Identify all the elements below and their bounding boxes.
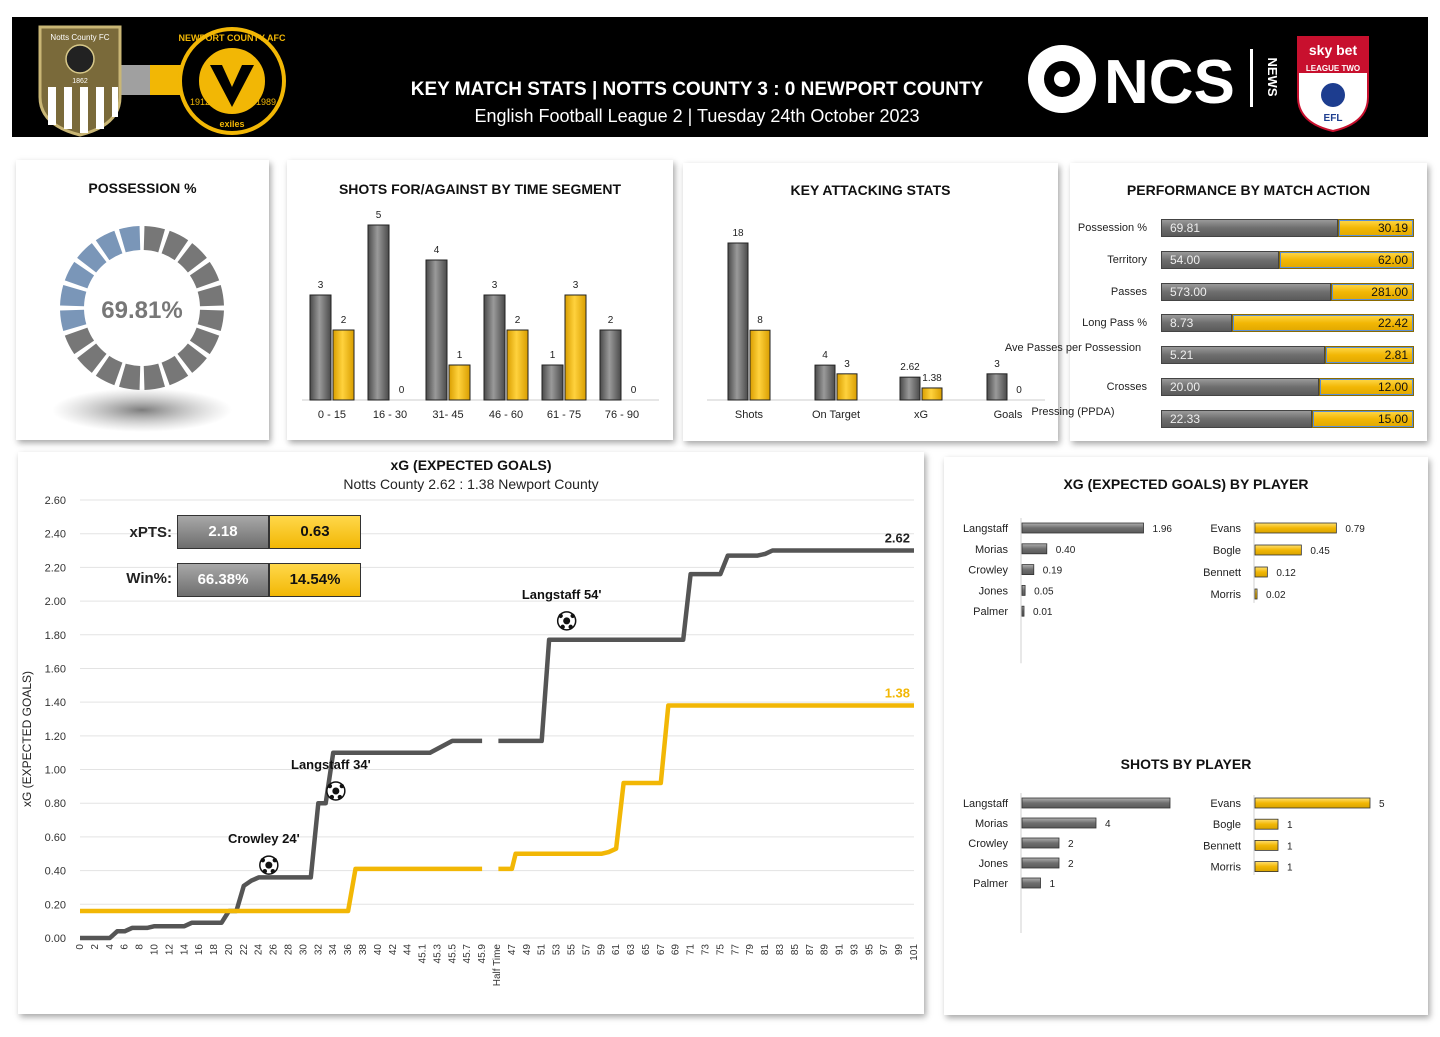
x-tick-label: 45.9 (477, 944, 489, 964)
efl-text: EFL (1323, 113, 1343, 124)
performance-away-value: 281.00 (1371, 284, 1408, 299)
goal-annotation: Langstaff 34' (291, 757, 371, 773)
x-tick-label: 18 (209, 944, 221, 956)
player-bar-home (1022, 798, 1170, 808)
x-tick-label: Half Time (492, 944, 503, 987)
player-value-home: 2 (1068, 859, 1074, 870)
y-tick-label: 1.40 (44, 697, 66, 710)
x-tick-label: 47 (506, 944, 518, 956)
efl-ball-icon (1321, 83, 1345, 107)
category-label: Goals (993, 409, 1023, 421)
bar-value-label: 2.62 (900, 362, 920, 374)
x-tick-label: 91 (834, 944, 846, 956)
x-tick-label: 42 (387, 944, 399, 956)
player-name-home: Morias (974, 543, 1008, 556)
possession-segment (60, 285, 86, 306)
y-tick-label: 1.20 (44, 730, 66, 743)
xg-by-player-title: XG (EXPECTED GOALS) BY PLAYER (1063, 476, 1309, 492)
performance-home-value: 8.73 (1170, 316, 1194, 331)
skybet-text: sky bet (1308, 42, 1358, 58)
player-value-home: 0.05 (1034, 586, 1054, 598)
player-bar-away (1255, 840, 1278, 850)
x-tick-label: 65 (640, 944, 652, 956)
x-tick-label: 45.3 (432, 944, 444, 964)
player-name-away: Bennett (1203, 567, 1241, 579)
performance-away-value: 22.42 (1377, 316, 1408, 331)
x-tick-label: 71 (685, 944, 697, 956)
ncs-news-logo (1028, 45, 1280, 117)
away-badge-text: NEWPORT COUNTY AFC (178, 33, 286, 43)
x-tick-label: 95 (864, 944, 876, 956)
xpts-label: xPTS: (129, 524, 172, 541)
bar-value-label: 5 (375, 210, 382, 221)
player-value-home: 0.40 (1055, 544, 1076, 556)
shots-segment-title: SHOTS FOR/AGAINST BY TIME SEGMENT (338, 181, 622, 197)
football-icon (558, 612, 576, 630)
x-tick-label: 61 (611, 944, 623, 956)
performance-row-label: Territory (1107, 253, 1147, 266)
player-value-away: 0.45 (1310, 546, 1330, 557)
performance-away-value: 62.00 (1377, 252, 1408, 267)
player-name-home: Palmer (973, 878, 1008, 890)
x-tick-label: 45.5 (447, 944, 459, 964)
x-tick-label: 12 (164, 944, 176, 956)
y-tick-label: 1.00 (44, 764, 66, 777)
category-label: xG (913, 409, 929, 421)
bar-home (900, 377, 920, 400)
x-tick-label: 69 (670, 944, 682, 956)
possession-donut (16, 160, 269, 440)
possession-segment (144, 226, 165, 252)
notts-county-badge (40, 27, 120, 135)
performance-row-label: Long Pass % (1082, 317, 1147, 330)
skybet-league-two-logo (1298, 37, 1368, 131)
player-name-away: Bogle (1212, 819, 1241, 832)
x-tick-label: 59 (596, 944, 608, 956)
y-tick-label: 2.40 (44, 528, 66, 541)
xg-timeline-panel (18, 452, 924, 1014)
x-tick-label: 63 (626, 944, 638, 956)
x-tick-label: 30 (298, 944, 310, 956)
player-bar-away (1255, 819, 1278, 829)
y-tick-label: 1.80 (44, 629, 66, 642)
bar-value-label: 3 (994, 358, 1000, 370)
x-tick-label: 101 (909, 944, 920, 961)
player-bar-home (1022, 858, 1059, 868)
y-tick-label: 2.60 (44, 495, 66, 507)
performance-home-value: 20.00 (1170, 380, 1201, 394)
performance-row-label: Possession % (1077, 222, 1147, 234)
performance-away-value: 30.19 (1377, 221, 1408, 235)
bar-value-label: 18 (732, 228, 744, 239)
player-value-away: 1 (1287, 862, 1293, 874)
x-tick-label: 57 (581, 944, 593, 956)
x-tick-label: 36 (343, 944, 355, 956)
player-value-away: 1 (1287, 820, 1293, 832)
performance-home-value: 54.00 (1170, 252, 1201, 267)
x-tick-label: 0 (75, 944, 86, 950)
player-name-away: Evans (1210, 798, 1241, 810)
y-tick-label: 2.00 (44, 596, 66, 609)
x-tick-label: 67 (655, 944, 667, 956)
away-badge-year-1: 1912 (190, 97, 211, 107)
player-value-home: 0.19 (1042, 565, 1063, 577)
bar-value-label: 1 (456, 350, 463, 361)
xg-timeline-title: xG (EXPECTED GOALS) (390, 457, 552, 473)
category-label: 46 - 60 (488, 409, 524, 421)
x-tick-label: 51 (536, 944, 548, 956)
possession-segment (119, 364, 140, 390)
player-bar-home (1022, 878, 1041, 888)
header-title: KEY MATCH STATS | NOTTS COUNTY 3 : 0 NEWPORT COUNTY (410, 79, 984, 100)
x-tick-label: 49 (521, 944, 533, 956)
x-tick-label: 83 (774, 944, 786, 956)
football-icon (260, 856, 278, 874)
category-label: 61 - 75 (546, 409, 582, 421)
bar-value-label: 8 (757, 315, 763, 327)
bar-value-label: 0 (1016, 385, 1022, 396)
y-tick-label: 0.40 (44, 865, 66, 878)
possession-panel (16, 160, 269, 440)
xg-final-label: 2.62 (884, 530, 910, 546)
player-value-away: 1 (1287, 841, 1293, 853)
performance-home-value: 69.81 (1170, 221, 1201, 235)
x-tick-label: 20 (223, 944, 235, 956)
category-label: 16 - 30 (372, 409, 408, 421)
player-bar-home (1022, 565, 1034, 575)
possession-segment (60, 310, 86, 331)
player-bar-home (1022, 544, 1047, 554)
bar-home (600, 330, 621, 400)
bar-home (310, 295, 331, 400)
x-tick-label: 87 (804, 944, 816, 956)
possession-title: POSSESSION % (88, 180, 197, 196)
performance-row-label: Pressing (PPDA) (1031, 405, 1115, 418)
y-tick-label: 2.20 (44, 562, 66, 575)
x-tick-label: 75 (715, 944, 727, 956)
attacking-chart (683, 163, 1058, 441)
player-bar-away (1255, 567, 1267, 577)
player-name-away: Evans (1210, 523, 1241, 535)
xg-line-home (498, 551, 914, 741)
x-tick-label: 8 (134, 944, 146, 950)
bar-away (837, 374, 857, 400)
bar-value-label: 0 (398, 385, 405, 396)
player-value-away: 5 (1379, 799, 1385, 810)
x-tick-label: 40 (372, 944, 384, 956)
performance-away-value: 12.00 (1377, 380, 1408, 394)
y-tick-label: 0.20 (44, 899, 66, 912)
possession-segment (198, 285, 224, 306)
x-tick-label: 10 (149, 944, 161, 956)
player-value-home: 2 (1068, 839, 1074, 850)
xpts-away-box: 0.63 (269, 515, 361, 549)
away-badge-year-2: 1989 (256, 97, 277, 107)
x-tick-label: 34 (328, 944, 340, 956)
category-label: 76 - 90 (604, 409, 640, 421)
performance-row-label: Ave Passes per Possession (1004, 342, 1142, 355)
performance-away-value: 15.00 (1377, 411, 1408, 426)
bar-value-label: 3 (572, 280, 579, 291)
bar-value-label: 3 (317, 280, 324, 291)
x-tick-label: 24 (253, 944, 265, 956)
x-tick-label: 2 (89, 944, 101, 950)
goal-annotation: Langstaff 54' (521, 586, 602, 602)
x-tick-label: 99 (894, 944, 906, 956)
player-name-home: Langstaff (962, 798, 1008, 810)
category-label: On Target (811, 409, 861, 421)
bar-value-label: 0 (630, 385, 637, 396)
bar-value-label: 4 (433, 245, 440, 256)
y-tick-label: 0.80 (44, 798, 66, 811)
player-bar-away (1255, 589, 1257, 599)
player-bar-home (1022, 585, 1025, 595)
x-tick-label: 79 (745, 944, 757, 956)
possession-segment (198, 310, 224, 331)
x-tick-label: 81 (760, 944, 772, 956)
category-label: 0 - 15 (317, 409, 347, 421)
ncs-brand-text: NCS (1104, 48, 1235, 117)
bar-home (728, 243, 748, 400)
x-tick-label: 32 (313, 944, 325, 956)
player-name-home: Crowley (968, 564, 1008, 577)
win-away-box: 14.54% (269, 563, 361, 597)
bar-home (368, 225, 389, 400)
player-bar-away (1255, 798, 1370, 808)
newport-county-badge (179, 29, 286, 133)
bar-away (449, 365, 470, 400)
header-banner (12, 17, 1428, 137)
xg-line-away (498, 706, 914, 869)
x-tick-label: 93 (849, 944, 861, 956)
home-badge-text: Notts County FC (50, 33, 110, 42)
bar-away (750, 330, 770, 400)
x-tick-label: 4 (104, 944, 116, 950)
bar-home (542, 365, 563, 400)
player-bar-home (1022, 523, 1144, 533)
player-bar-home (1022, 838, 1059, 848)
bar-away (922, 388, 942, 400)
shots-segment-panel (287, 160, 673, 440)
player-value-away: 0.12 (1276, 568, 1296, 579)
player-value-home: 1.96 (1152, 524, 1172, 535)
x-tick-label: 26 (268, 944, 280, 956)
bar-value-label: 1 (549, 350, 556, 361)
x-tick-label: 14 (179, 944, 191, 956)
performance-home-value: 573.00 (1170, 284, 1207, 299)
x-tick-label: 77 (730, 944, 742, 956)
player-value-away: 0.79 (1345, 524, 1365, 535)
possession-value: 69.81% (101, 297, 183, 324)
bar-value-label: 2 (340, 315, 347, 326)
x-tick-label: 89 (819, 944, 831, 956)
category-label: Shots (734, 409, 764, 421)
possession-segment (119, 226, 140, 252)
player-bar-home (1022, 606, 1024, 616)
football-icon (327, 782, 345, 800)
performance-away-value: 2.81 (1384, 348, 1408, 363)
win-label: Win%: (126, 570, 172, 587)
y-tick-label: 1.60 (44, 663, 66, 676)
bar-home (815, 365, 835, 400)
bar-value-label: 1.38 (922, 372, 942, 384)
player-name-home: Palmer (973, 606, 1008, 619)
performance-row-label: Crosses (1106, 381, 1147, 393)
league-two-text: LEAGUE TWO (1305, 64, 1361, 73)
bar-value-label: 3 (491, 280, 498, 291)
xpts-home-box: 2.18 (177, 515, 269, 549)
bar-value-label: 2 (514, 315, 521, 326)
xg-timeline-subtitle: Notts County 2.62 : 1.38 Newport County (343, 476, 599, 492)
y-tick-label: 0.00 (44, 933, 66, 945)
attacking-panel (683, 163, 1058, 441)
category-label: 31- 45 (432, 409, 464, 421)
bar-home (484, 295, 505, 400)
x-tick-label: 28 (283, 944, 295, 956)
performance-row-label: Passes (1110, 285, 1147, 298)
x-tick-label: 16 (194, 944, 206, 956)
performance-title: PERFORMANCE BY MATCH ACTION (1126, 182, 1371, 198)
bar-value-label: 3 (844, 358, 850, 370)
player-name-home: Jones (978, 858, 1008, 870)
bar-value-label: 4 (822, 350, 828, 362)
bar-away (565, 295, 586, 400)
player-name-home: Crowley (968, 838, 1008, 850)
y-tick-label: 0.60 (44, 831, 66, 844)
x-tick-label: 53 (551, 944, 563, 956)
performance-home-value: 5.21 (1170, 348, 1194, 363)
attacking-title: KEY ATTACKING STATS (790, 182, 951, 198)
bar-away (507, 330, 528, 400)
player-value-home: 4 (1105, 819, 1111, 830)
header-subtitle: English Football League 2 | Tuesday 24th October 2023 (474, 106, 920, 126)
donut-shadow (52, 388, 232, 432)
player-panel (944, 457, 1428, 1015)
y-axis-label: xG (EXPECTED GOALS) (20, 670, 34, 808)
player-bar-away (1255, 523, 1336, 533)
shots-by-player-title: SHOTS BY PLAYER (1120, 756, 1252, 772)
bar-value-label: 2 (607, 315, 614, 326)
player-value-home: 1 (1049, 879, 1056, 890)
player-value-away: 0.02 (1266, 590, 1286, 601)
x-tick-label: 38 (357, 944, 369, 956)
performance-home-value: 22.33 (1170, 411, 1201, 426)
player-name-away: Morris (1210, 589, 1241, 601)
ncs-side-text: NEWS (1265, 57, 1280, 97)
x-tick-label: 44 (402, 944, 414, 956)
player-bar-home (1022, 818, 1096, 828)
shots-segment-chart (287, 160, 673, 440)
x-tick-label: 6 (119, 944, 131, 950)
x-tick-label: 97 (879, 944, 891, 956)
goal-annotation: Crowley 24' (227, 831, 300, 847)
player-name-home: Langstaff (962, 523, 1008, 535)
player-name-away: Morris (1210, 861, 1241, 874)
player-name-away: Bennett (1203, 840, 1241, 853)
x-tick-label: 22 (238, 944, 250, 956)
x-tick-label: 73 (700, 944, 712, 956)
player-name-home: Morias (974, 818, 1008, 830)
player-name-away: Bogle (1212, 545, 1241, 557)
player-charts (944, 457, 1428, 1015)
player-bar-away (1255, 545, 1301, 555)
possession-segment (144, 364, 165, 390)
x-tick-label: 85 (789, 944, 801, 956)
x-tick-label: 45.1 (417, 944, 429, 964)
x-tick-label: 55 (566, 944, 578, 956)
bar-away (333, 330, 354, 400)
player-bar-away (1255, 862, 1278, 872)
xg-final-label: 1.38 (884, 685, 910, 701)
win-home-box: 66.38% (177, 563, 269, 597)
bar-home (426, 260, 447, 400)
x-tick-label: 45.7 (462, 944, 474, 964)
player-name-home: Jones (978, 585, 1008, 598)
home-badge-year: 1862 (72, 78, 88, 85)
player-value-home: 0.01 (1033, 607, 1053, 619)
away-badge-motto: exiles (219, 119, 245, 129)
